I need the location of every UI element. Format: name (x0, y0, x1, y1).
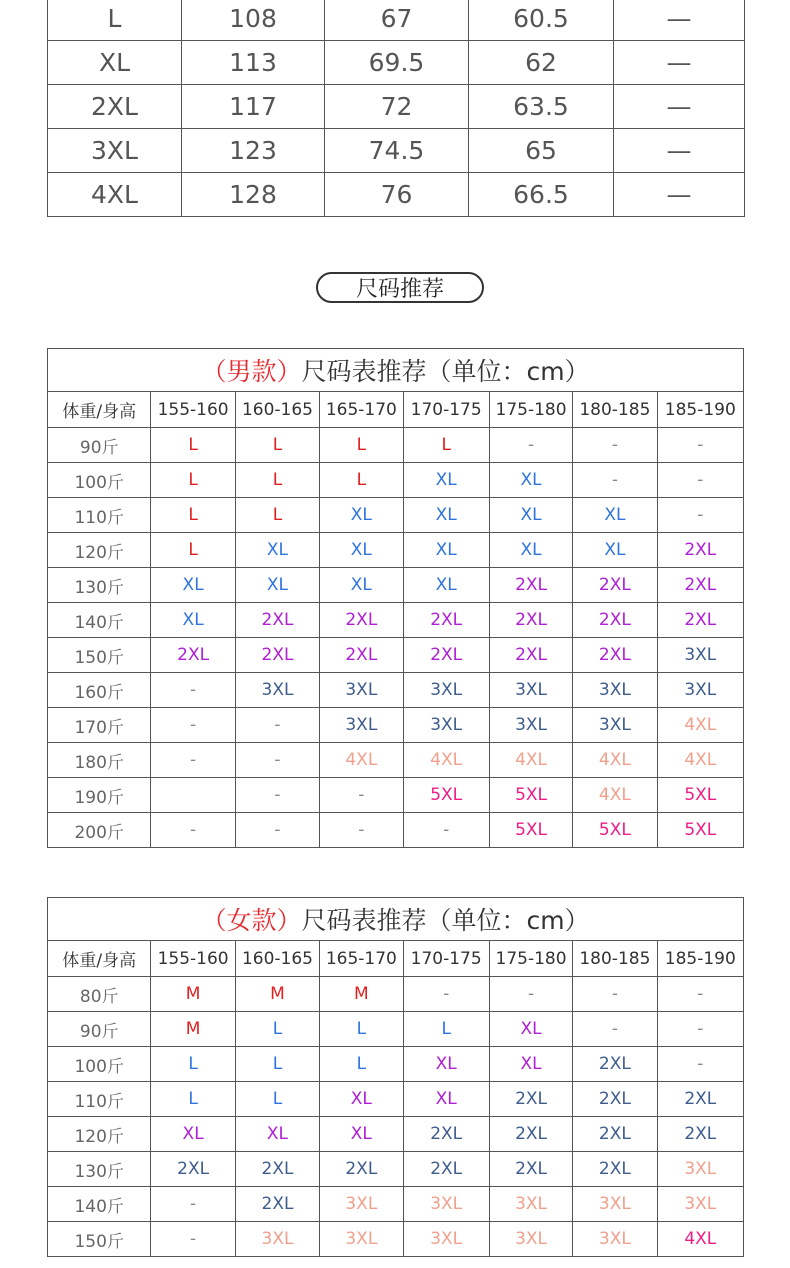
table-cell: — (614, 41, 745, 85)
table-row (48, 1222, 744, 1257)
table-row (48, 1187, 744, 1222)
size-cell: L (320, 463, 403, 498)
size-cell: 2XL (235, 1152, 319, 1187)
size-cell: 4XL (657, 1222, 743, 1257)
size-cell: XL (489, 498, 572, 533)
table-cell: 123 (182, 129, 325, 173)
size-cell: 3XL (320, 673, 403, 708)
column-header: 180-185 (573, 392, 657, 428)
size-cell: 3XL (573, 673, 657, 708)
table-row (48, 1047, 744, 1082)
size-cell: 5XL (403, 778, 489, 813)
weight-cell: 150斤 (48, 638, 151, 673)
size-cell: 3XL (235, 673, 319, 708)
table-row (48, 498, 744, 533)
weight-cell: 110斤 (48, 498, 151, 533)
weight-cell: 90斤 (48, 1012, 151, 1047)
size-cell: 2XL (403, 1117, 489, 1152)
size-cell: - (657, 1047, 743, 1082)
weight-cell: 120斤 (48, 533, 151, 568)
size-cell: - (151, 813, 235, 848)
column-header: 155-160 (151, 941, 235, 977)
size-cell: XL (320, 498, 403, 533)
size-cell: - (235, 708, 319, 743)
weight-cell: 180斤 (48, 743, 151, 778)
men-table-title (48, 349, 744, 392)
size-cell: L (403, 1012, 489, 1047)
size-cell: - (403, 977, 489, 1012)
table-cell: 66.5 (469, 173, 614, 217)
table-row (48, 0, 745, 41)
size-cell: 3XL (403, 1222, 489, 1257)
size-cell: - (151, 1187, 235, 1222)
size-cell (151, 778, 235, 813)
size-cell: 3XL (320, 1187, 403, 1222)
table-row (48, 1012, 744, 1047)
size-cell: XL (403, 1047, 489, 1082)
weight-cell: 150斤 (48, 1222, 151, 1257)
table-cell: 62 (469, 41, 614, 85)
men-title-text: 尺码表推荐（单位：cm） (301, 357, 590, 386)
size-cell: 2XL (320, 1152, 403, 1187)
size-cell: 2XL (489, 1082, 572, 1117)
size-cell: 4XL (657, 708, 743, 743)
table-cell: 72 (325, 85, 469, 129)
column-header: 175-180 (489, 392, 572, 428)
size-cell: - (657, 428, 743, 463)
table-row (48, 568, 744, 603)
size-cell: - (151, 1222, 235, 1257)
size-cell: XL (403, 1082, 489, 1117)
column-header: 155-160 (151, 392, 235, 428)
size-cell: 2XL (489, 568, 572, 603)
size-cell: 3XL (489, 1187, 572, 1222)
size-cell: 3XL (403, 673, 489, 708)
size-cell: 2XL (235, 1187, 319, 1222)
size-cell: 3XL (657, 1152, 743, 1187)
size-cell: 2XL (573, 1117, 657, 1152)
size-cell: 3XL (657, 638, 743, 673)
women-header-row (48, 941, 744, 977)
size-cell: L (320, 428, 403, 463)
size-cell: - (573, 428, 657, 463)
table-cell: — (614, 129, 745, 173)
table-row (48, 428, 744, 463)
size-cell: M (151, 977, 235, 1012)
table-cell: 69.5 (325, 41, 469, 85)
table-cell: 63.5 (469, 85, 614, 129)
weight-cell: 100斤 (48, 1047, 151, 1082)
table-cell: 128 (182, 173, 325, 217)
size-cell: 2XL (489, 1117, 572, 1152)
table-row (48, 533, 744, 568)
size-cell: 5XL (489, 778, 572, 813)
size-cell: 3XL (403, 1187, 489, 1222)
size-cell: XL (489, 463, 572, 498)
table-row (48, 673, 744, 708)
size-cell: - (489, 428, 572, 463)
table-row (48, 638, 744, 673)
weight-cell: 130斤 (48, 568, 151, 603)
size-cell: 2XL (573, 1082, 657, 1117)
size-cell: XL (151, 603, 235, 638)
men-title-accent: （男款） (201, 357, 302, 386)
size-cell: L (235, 1047, 319, 1082)
size-cell: L (235, 428, 319, 463)
column-header: 185-190 (657, 941, 743, 977)
size-recommend-label: 尺码推荐 (316, 272, 484, 303)
size-cell: - (573, 1012, 657, 1047)
size-cell: - (403, 813, 489, 848)
size-cell: XL (573, 498, 657, 533)
size-cell: L (235, 463, 319, 498)
size-cell: XL (403, 533, 489, 568)
table-cell: 108 (182, 0, 325, 41)
size-cell: 2XL (489, 603, 572, 638)
size-cell: 2XL (403, 603, 489, 638)
column-header: 160-165 (235, 392, 319, 428)
size-cell: 2XL (489, 1152, 572, 1187)
weight-cell: 120斤 (48, 1117, 151, 1152)
size-cell: XL (235, 568, 319, 603)
column-header: 170-175 (403, 941, 489, 977)
size-cell: 2XL (151, 1152, 235, 1187)
weight-cell: 190斤 (48, 778, 151, 813)
column-header: 165-170 (320, 941, 403, 977)
size-cell: 4XL (657, 743, 743, 778)
size-cell: XL (489, 1012, 572, 1047)
size-cell: - (320, 813, 403, 848)
size-cell: 4XL (489, 743, 572, 778)
size-cell: L (151, 1082, 235, 1117)
table-row (48, 813, 744, 848)
size-cell: - (320, 778, 403, 813)
column-header: 175-180 (489, 941, 572, 977)
table-row (48, 1152, 744, 1187)
size-cell: 3XL (573, 1187, 657, 1222)
size-cell: 2XL (657, 1082, 743, 1117)
size-cell: - (657, 463, 743, 498)
table-row (48, 743, 744, 778)
size-cell: 2XL (320, 603, 403, 638)
weight-cell: 140斤 (48, 603, 151, 638)
size-cell: 2XL (573, 1047, 657, 1082)
size-cell: L (320, 1012, 403, 1047)
table-cell: 60.5 (469, 0, 614, 41)
size-cell: XL (403, 463, 489, 498)
table-row (48, 463, 744, 498)
column-header: 170-175 (403, 392, 489, 428)
size-cell: - (235, 778, 319, 813)
size-cell: M (151, 1012, 235, 1047)
size-cell: 2XL (489, 638, 572, 673)
size-cell: M (235, 977, 319, 1012)
column-header: 185-190 (657, 392, 743, 428)
table-cell: 3XL (48, 129, 182, 173)
size-cell: 4XL (403, 743, 489, 778)
size-cell: L (151, 463, 235, 498)
column-header: 160-165 (235, 941, 319, 977)
size-cell: L (320, 1047, 403, 1082)
table-row (48, 41, 745, 85)
size-cell: 4XL (573, 778, 657, 813)
table-row (48, 603, 744, 638)
table-cell: — (614, 85, 745, 129)
table-cell: 74.5 (325, 129, 469, 173)
size-cell: XL (403, 498, 489, 533)
size-cell: 3XL (489, 673, 572, 708)
size-cell: 3XL (573, 1222, 657, 1257)
size-cell: 2XL (320, 638, 403, 673)
men-size-recommend-table (47, 348, 744, 848)
weight-cell: 130斤 (48, 1152, 151, 1187)
size-cell: XL (320, 533, 403, 568)
size-cell: 2XL (235, 638, 319, 673)
size-cell: 2XL (573, 603, 657, 638)
weight-cell: 100斤 (48, 463, 151, 498)
weight-cell: 160斤 (48, 673, 151, 708)
size-cell: - (657, 1012, 743, 1047)
size-cell: XL (320, 1082, 403, 1117)
table-cell: XL (48, 41, 182, 85)
women-size-recommend-table (47, 897, 744, 1257)
size-cell: 2XL (657, 533, 743, 568)
size-cell: L (151, 428, 235, 463)
size-cell: XL (151, 1117, 235, 1152)
size-cell: 3XL (657, 673, 743, 708)
weight-cell: 90斤 (48, 428, 151, 463)
size-cell: XL (320, 1117, 403, 1152)
table-row (48, 977, 744, 1012)
women-title-text: 尺码表推荐（单位：cm） (301, 906, 590, 935)
column-header: 体重/身高 (48, 941, 151, 977)
size-cell: 2XL (573, 638, 657, 673)
size-cell: XL (403, 568, 489, 603)
table-row (48, 85, 745, 129)
size-cell: 3XL (235, 1222, 319, 1257)
size-cell: XL (235, 1117, 319, 1152)
size-cell: L (151, 1047, 235, 1082)
size-cell: 2XL (403, 638, 489, 673)
size-cell: L (151, 498, 235, 533)
weight-cell: 200斤 (48, 813, 151, 848)
size-cell: 2XL (235, 603, 319, 638)
men-header-row (48, 392, 744, 428)
column-header: 体重/身高 (48, 392, 151, 428)
size-cell: 2XL (573, 1152, 657, 1187)
table-cell: 65 (469, 129, 614, 173)
size-cell: XL (489, 1047, 572, 1082)
size-cell: L (235, 498, 319, 533)
women-table-title (48, 898, 744, 941)
weight-cell: 80斤 (48, 977, 151, 1012)
table-cell: L (48, 0, 182, 41)
table-cell: — (614, 173, 745, 217)
size-cell: 5XL (489, 813, 572, 848)
size-cell: - (657, 498, 743, 533)
size-cell: 2XL (657, 568, 743, 603)
size-cell: - (489, 977, 572, 1012)
table-row (48, 1082, 744, 1117)
size-cell: 5XL (657, 778, 743, 813)
table-cell: 76 (325, 173, 469, 217)
size-cell: 2XL (657, 603, 743, 638)
size-cell: L (235, 1082, 319, 1117)
column-header: 165-170 (320, 392, 403, 428)
size-cell: 4XL (320, 743, 403, 778)
size-cell: 5XL (657, 813, 743, 848)
size-cell: XL (573, 533, 657, 568)
weight-cell: 170斤 (48, 708, 151, 743)
size-cell: 3XL (489, 1222, 572, 1257)
size-cell: L (235, 1012, 319, 1047)
weight-cell: 140斤 (48, 1187, 151, 1222)
table-cell: 4XL (48, 173, 182, 217)
size-cell: 3XL (320, 1222, 403, 1257)
size-cell: XL (489, 533, 572, 568)
size-measurement-table (47, 0, 745, 217)
size-cell: 3XL (320, 708, 403, 743)
size-cell: - (151, 708, 235, 743)
size-cell: - (573, 977, 657, 1012)
size-cell: L (403, 428, 489, 463)
size-cell: 2XL (573, 568, 657, 603)
size-cell: - (573, 463, 657, 498)
size-cell: 3XL (657, 1187, 743, 1222)
size-cell: - (235, 743, 319, 778)
size-cell: M (320, 977, 403, 1012)
table-row (48, 778, 744, 813)
size-cell: XL (235, 533, 319, 568)
size-cell: XL (151, 568, 235, 603)
size-cell: - (151, 673, 235, 708)
table-cell: 67 (325, 0, 469, 41)
table-row (48, 129, 745, 173)
size-cell: 3XL (573, 708, 657, 743)
women-title-accent: （女款） (201, 906, 302, 935)
size-cell: 2XL (403, 1152, 489, 1187)
table-cell: — (614, 0, 745, 41)
size-cell: - (235, 813, 319, 848)
table-cell: 2XL (48, 85, 182, 129)
size-cell: 3XL (489, 708, 572, 743)
size-cell: XL (320, 568, 403, 603)
size-cell: 2XL (657, 1117, 743, 1152)
size-cell: - (151, 743, 235, 778)
table-row (48, 708, 744, 743)
table-cell: 117 (182, 85, 325, 129)
table-cell: 113 (182, 41, 325, 85)
table-row (48, 1117, 744, 1152)
size-cell: - (657, 977, 743, 1012)
weight-cell: 110斤 (48, 1082, 151, 1117)
column-header: 180-185 (573, 941, 657, 977)
size-cell: 5XL (573, 813, 657, 848)
size-cell: 4XL (573, 743, 657, 778)
size-cell: 2XL (151, 638, 235, 673)
size-cell: 3XL (403, 708, 489, 743)
size-cell: L (151, 533, 235, 568)
table-row (48, 173, 745, 217)
